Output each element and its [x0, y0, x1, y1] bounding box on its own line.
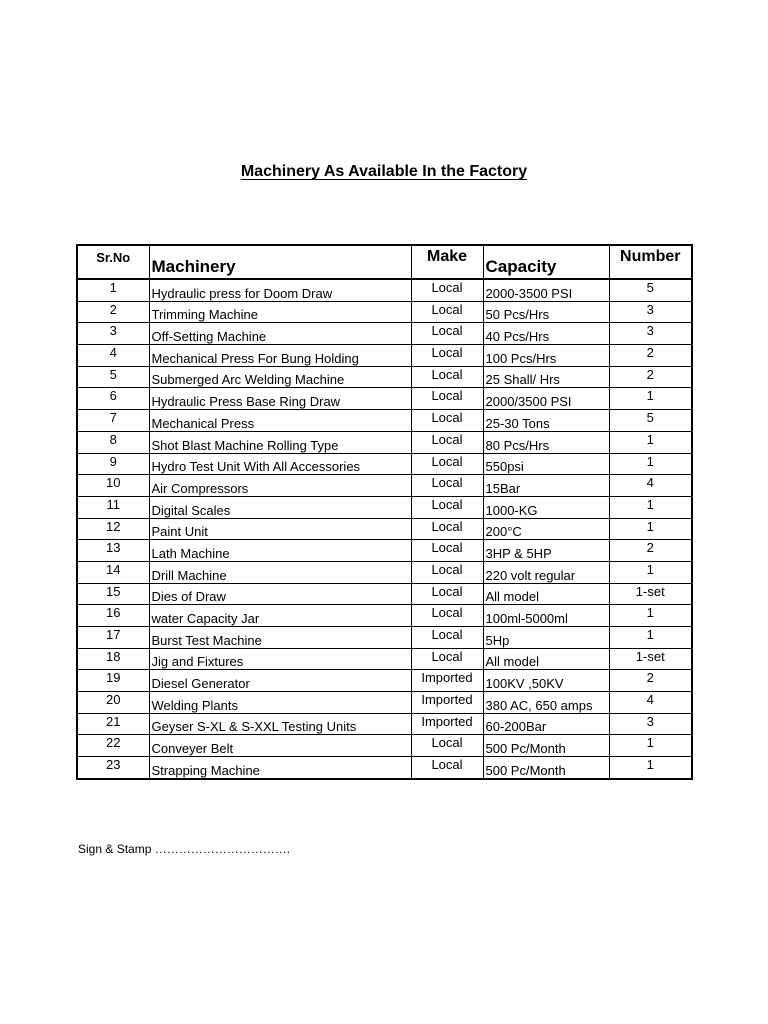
cell-capacity: All model [483, 648, 609, 670]
cell-number: 5 [609, 410, 692, 432]
header-number: Number [609, 245, 692, 279]
cell-number: 1 [609, 627, 692, 649]
cell-srno: 11 [77, 496, 149, 518]
cell-number: 4 [609, 475, 692, 497]
cell-make: Local [411, 366, 483, 388]
cell-srno: 2 [77, 301, 149, 323]
table-row [77, 388, 692, 410]
machinery-table [76, 244, 693, 780]
cell-number: 2 [609, 366, 692, 388]
cell-capacity: 100 Pcs/Hrs [483, 345, 609, 367]
cell-capacity: All model [483, 583, 609, 605]
cell-srno: 4 [77, 345, 149, 367]
cell-srno: 17 [77, 627, 149, 649]
cell-number: 1 [609, 453, 692, 475]
cell-number: 1 [609, 757, 692, 779]
cell-srno: 22 [77, 735, 149, 757]
cell-capacity: 1000-KG [483, 496, 609, 518]
cell-machinery: Geyser S-XL & S-XXL Testing Units [149, 713, 411, 735]
cell-srno: 9 [77, 453, 149, 475]
cell-number: 1 [609, 518, 692, 540]
cell-machinery: Jig and Fixtures [149, 648, 411, 670]
table-row [77, 561, 692, 583]
cell-machinery: Drill Machine [149, 561, 411, 583]
cell-number: 1 [609, 388, 692, 410]
cell-capacity: 2000/3500 PSI [483, 388, 609, 410]
cell-capacity: 550psi [483, 453, 609, 475]
cell-number: 5 [609, 279, 692, 301]
cell-make: Local [411, 605, 483, 627]
cell-number: 1 [609, 496, 692, 518]
cell-make: Local [411, 431, 483, 453]
cell-machinery: Paint Unit [149, 518, 411, 540]
cell-number: 1 [609, 605, 692, 627]
table-row [77, 279, 692, 301]
header-make: Make [411, 245, 483, 279]
cell-make: Local [411, 583, 483, 605]
table-row [77, 453, 692, 475]
cell-machinery: Air Compressors [149, 475, 411, 497]
cell-srno: 10 [77, 475, 149, 497]
cell-capacity: 380 AC, 650 amps [483, 692, 609, 714]
cell-make: Local [411, 453, 483, 475]
cell-make: Imported [411, 670, 483, 692]
cell-make: Local [411, 279, 483, 301]
cell-srno: 1 [77, 279, 149, 301]
cell-make: Imported [411, 713, 483, 735]
cell-number: 1-set [609, 648, 692, 670]
table-row [77, 496, 692, 518]
cell-srno: 20 [77, 692, 149, 714]
cell-make: Local [411, 388, 483, 410]
cell-capacity: 50 Pcs/Hrs [483, 301, 609, 323]
cell-make: Local [411, 518, 483, 540]
table-row [77, 605, 692, 627]
cell-make: Local [411, 345, 483, 367]
cell-number: 4 [609, 692, 692, 714]
cell-capacity: 25-30 Tons [483, 410, 609, 432]
table-row [77, 366, 692, 388]
cell-machinery: Digital Scales [149, 496, 411, 518]
table-body [77, 279, 692, 779]
cell-capacity: 200°C [483, 518, 609, 540]
cell-capacity: 500 Pc/Month [483, 735, 609, 757]
cell-machinery: Hydro Test Unit With All Accessories [149, 453, 411, 475]
cell-srno: 3 [77, 323, 149, 345]
cell-machinery: Diesel Generator [149, 670, 411, 692]
cell-number: 2 [609, 345, 692, 367]
cell-capacity: 2000-3500 PSI [483, 279, 609, 301]
cell-srno: 13 [77, 540, 149, 562]
cell-number: 2 [609, 540, 692, 562]
table-row [77, 692, 692, 714]
cell-make: Local [411, 410, 483, 432]
cell-srno: 8 [77, 431, 149, 453]
cell-machinery: Off-Setting Machine [149, 323, 411, 345]
table-row [77, 735, 692, 757]
table-row [77, 301, 692, 323]
cell-srno: 23 [77, 757, 149, 779]
cell-srno: 6 [77, 388, 149, 410]
cell-machinery: Conveyer Belt [149, 735, 411, 757]
cell-srno: 21 [77, 713, 149, 735]
table-row [77, 583, 692, 605]
table-row [77, 648, 692, 670]
cell-make: Local [411, 540, 483, 562]
cell-number: 1 [609, 561, 692, 583]
cell-machinery: Shot Blast Machine Rolling Type [149, 431, 411, 453]
cell-make: Local [411, 301, 483, 323]
cell-machinery: Hydraulic Press Base Ring Draw [149, 388, 411, 410]
cell-number: 2 [609, 670, 692, 692]
cell-capacity: 40 Pcs/Hrs [483, 323, 609, 345]
cell-machinery: Submerged Arc Welding Machine [149, 366, 411, 388]
cell-machinery: water Capacity Jar [149, 605, 411, 627]
cell-capacity: 5Hp [483, 627, 609, 649]
cell-make: Imported [411, 692, 483, 714]
table-header [77, 245, 692, 279]
cell-srno: 5 [77, 366, 149, 388]
cell-srno: 7 [77, 410, 149, 432]
table-row [77, 518, 692, 540]
header-machinery: Machinery [149, 245, 411, 279]
cell-machinery: Dies of Draw [149, 583, 411, 605]
cell-number: 1 [609, 431, 692, 453]
cell-make: Local [411, 323, 483, 345]
cell-make: Local [411, 735, 483, 757]
cell-number: 1 [609, 735, 692, 757]
cell-capacity: 15Bar [483, 475, 609, 497]
table-row [77, 323, 692, 345]
header-srno: Sr.No [77, 245, 149, 279]
table-row [77, 627, 692, 649]
cell-machinery: Trimming Machine [149, 301, 411, 323]
table-row [77, 670, 692, 692]
cell-capacity: 60-200Bar [483, 713, 609, 735]
cell-machinery: Mechanical Press [149, 410, 411, 432]
cell-capacity: 100ml-5000ml [483, 605, 609, 627]
cell-make: Local [411, 627, 483, 649]
document-title: Machinery As Available In the Factory [240, 163, 528, 180]
table-row [77, 713, 692, 735]
cell-machinery: Mechanical Press For Bung Holding [149, 345, 411, 367]
cell-make: Local [411, 757, 483, 779]
cell-capacity: 80 Pcs/Hrs [483, 431, 609, 453]
table-row [77, 410, 692, 432]
cell-srno: 19 [77, 670, 149, 692]
cell-srno: 15 [77, 583, 149, 605]
cell-make: Local [411, 561, 483, 583]
table-row [77, 431, 692, 453]
cell-capacity: 3HP & 5HP [483, 540, 609, 562]
cell-srno: 16 [77, 605, 149, 627]
cell-capacity: 25 Shall/ Hrs [483, 366, 609, 388]
cell-machinery: Strapping Machine [149, 757, 411, 779]
cell-machinery: Lath Machine [149, 540, 411, 562]
cell-machinery: Hydraulic press for Doom Draw [149, 279, 411, 301]
cell-srno: 14 [77, 561, 149, 583]
cell-number: 3 [609, 713, 692, 735]
cell-machinery: Burst Test Machine [149, 627, 411, 649]
cell-srno: 12 [77, 518, 149, 540]
table-row [77, 757, 692, 779]
table-row [77, 475, 692, 497]
cell-make: Local [411, 475, 483, 497]
cell-capacity: 100KV ,50KV [483, 670, 609, 692]
cell-number: 1-set [609, 583, 692, 605]
cell-make: Local [411, 496, 483, 518]
sign-and-stamp-line: Sign & Stamp ……………………………. [78, 842, 291, 856]
cell-capacity: 220 volt regular [483, 561, 609, 583]
table-row [77, 540, 692, 562]
cell-srno: 18 [77, 648, 149, 670]
cell-number: 3 [609, 301, 692, 323]
cell-capacity: 500 Pc/Month [483, 757, 609, 779]
table-row [77, 345, 692, 367]
cell-number: 3 [609, 323, 692, 345]
table-header-row [77, 245, 692, 279]
header-capacity: Capacity [483, 245, 609, 279]
cell-machinery: Welding Plants [149, 692, 411, 714]
cell-make: Local [411, 648, 483, 670]
